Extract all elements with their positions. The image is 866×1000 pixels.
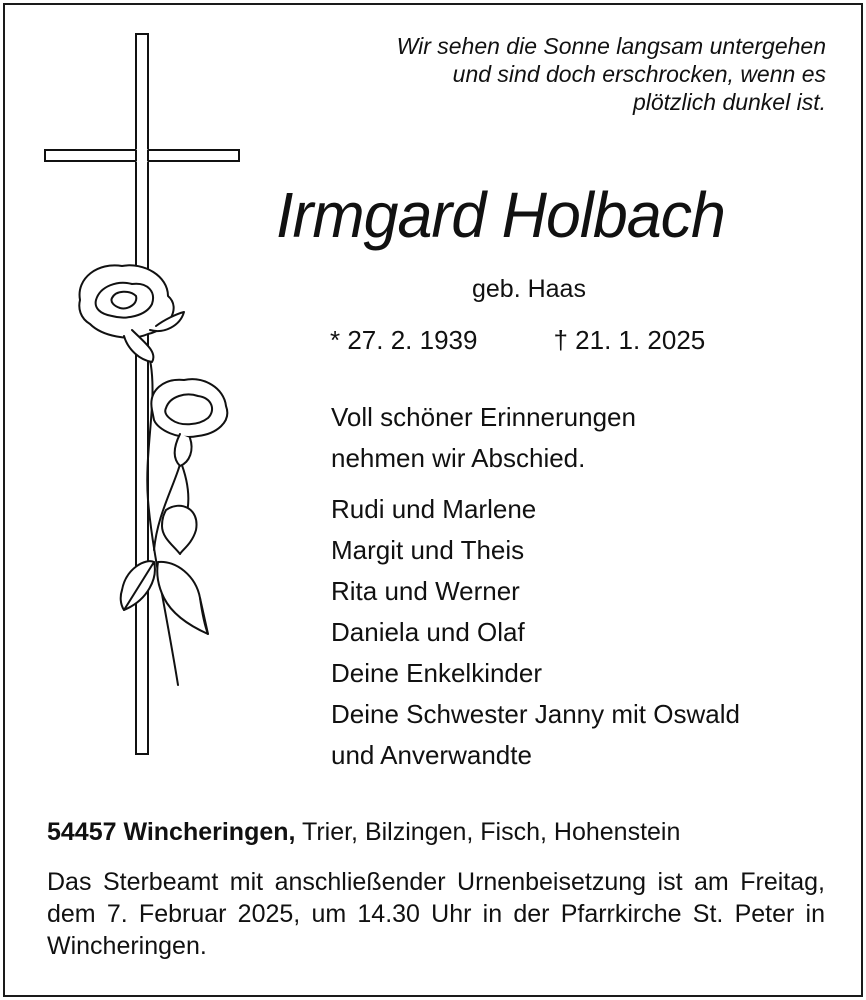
epigraph-quote xyxy=(306,32,826,116)
quote-line: Wir sehen die Sonne langsam untergehen xyxy=(396,33,826,59)
mourner-item: und Anverwandte xyxy=(331,740,532,770)
postal-town: 54457 Wincheringen, xyxy=(47,818,296,846)
mourner-item: Deine Schwester Janny mit Oswald xyxy=(331,699,740,729)
mourner-item: Margit und Theis xyxy=(331,535,525,565)
mourner-item: Deine Enkelkinder xyxy=(331,658,543,688)
mourner-item: Daniela und Olaf xyxy=(331,617,525,647)
mourner-item: Rita und Werner xyxy=(331,576,520,606)
deceased-name: Irmgard Holbach xyxy=(276,179,725,251)
death-date: † 21. 1. 2025 xyxy=(553,325,706,355)
mourners-list xyxy=(331,489,740,776)
cross-icon xyxy=(40,30,250,760)
quote-line: plötzlich dunkel ist. xyxy=(632,89,826,115)
life-dates xyxy=(330,325,705,356)
birth-date: * 27. 2. 1939 xyxy=(330,325,478,355)
other-places: Trier, Bilzingen, Fisch, Hohenstein xyxy=(295,818,681,846)
farewell-line: Voll schöner Erinnerungen xyxy=(331,402,636,432)
quote-line: und sind doch erschrocken, wenn es xyxy=(452,61,826,87)
maiden-name: geb. Haas xyxy=(472,275,586,303)
farewell-text xyxy=(331,397,636,479)
farewell-line: nehmen wir Abschied. xyxy=(331,443,586,473)
place-line xyxy=(47,818,680,847)
mourner-item: Rudi und Marlene xyxy=(331,494,537,524)
funeral-service-info: Das Sterbeamt mit anschließender Urnenbeisetzung ist am Freitag, dem 7. Februar 2025, um 14.30 Uhr in der Pfarrkirche St. Peter in Wincheringen. xyxy=(47,868,825,960)
rose-icon xyxy=(79,265,227,685)
